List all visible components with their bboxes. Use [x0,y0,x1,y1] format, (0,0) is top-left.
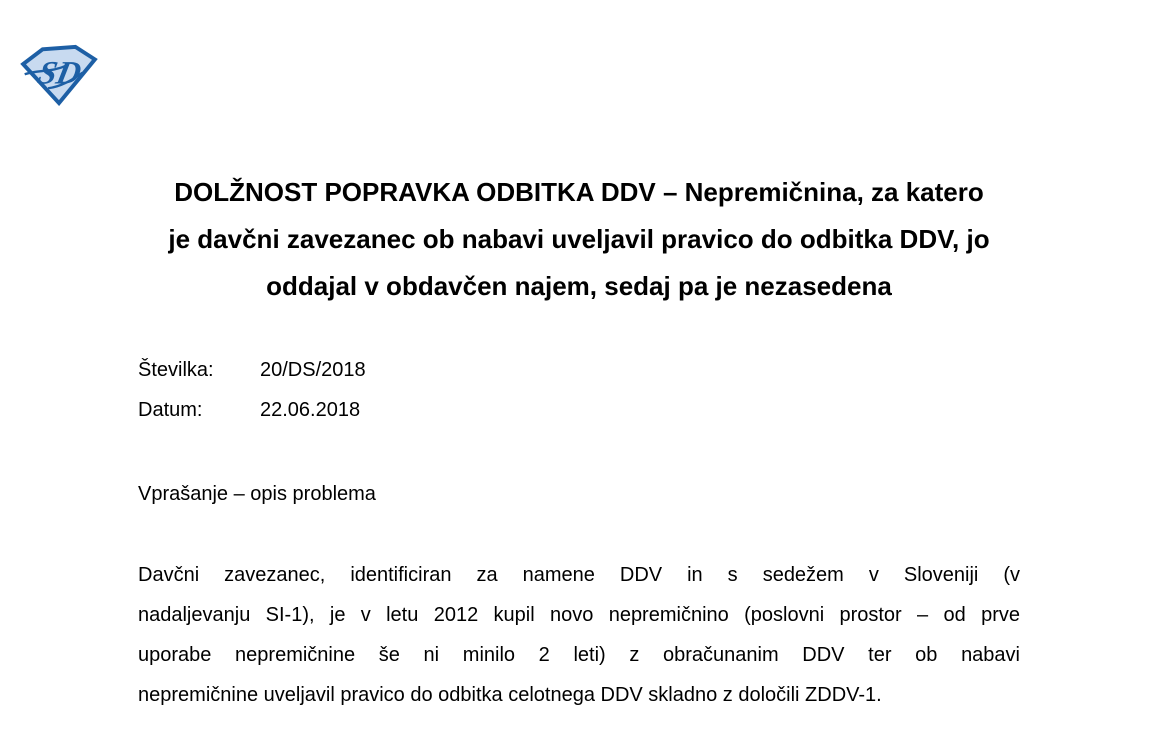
date-value: 22.06.2018 [260,399,361,421]
sd-logo [20,44,98,106]
paragraph-line-1: Davčni zavezanec, identificiran za namene DDV in s sedežem v Sloveniji (v [138,564,1020,586]
document-title [138,169,1020,310]
date-label: Datum: [138,399,203,421]
title-line-1: DOLŽNOST POPRAVKA ODBITKA DDV – Nepremičnina, za katero [174,177,984,207]
number-value: 20/DS/2018 [260,359,366,381]
meta-row-number [138,350,738,390]
title-line-3: oddajal v obdavčen najem, sedaj pa je nezasedena [266,271,892,301]
number-label: Številka: [138,359,214,381]
paragraph-line-2: nadaljevanju SI-1), je v letu 2012 kupil novo nepremičnino (poslovni prostor – od prve [138,604,1020,626]
section-heading: Vprašanje – opis problema [138,483,376,505]
paragraph-line-3: uporabe nepremičnine še ni minilo 2 leti) z obračunanim DDV ter ob nabavi [138,644,1020,666]
svg-text:SD: SD [34,54,85,92]
paragraph-line-4: nepremičnine uveljavil pravico do odbitka celotnega DDV skladno z določili ZDDV-1. [138,684,882,706]
document-meta [138,350,738,430]
title-line-2: je davčni zavezanec ob nabavi uveljavil pravico do odbitka DDV, jo [168,224,990,254]
meta-row-date [138,390,738,430]
body-paragraph [138,555,1020,715]
sd-shield-icon [20,44,98,106]
